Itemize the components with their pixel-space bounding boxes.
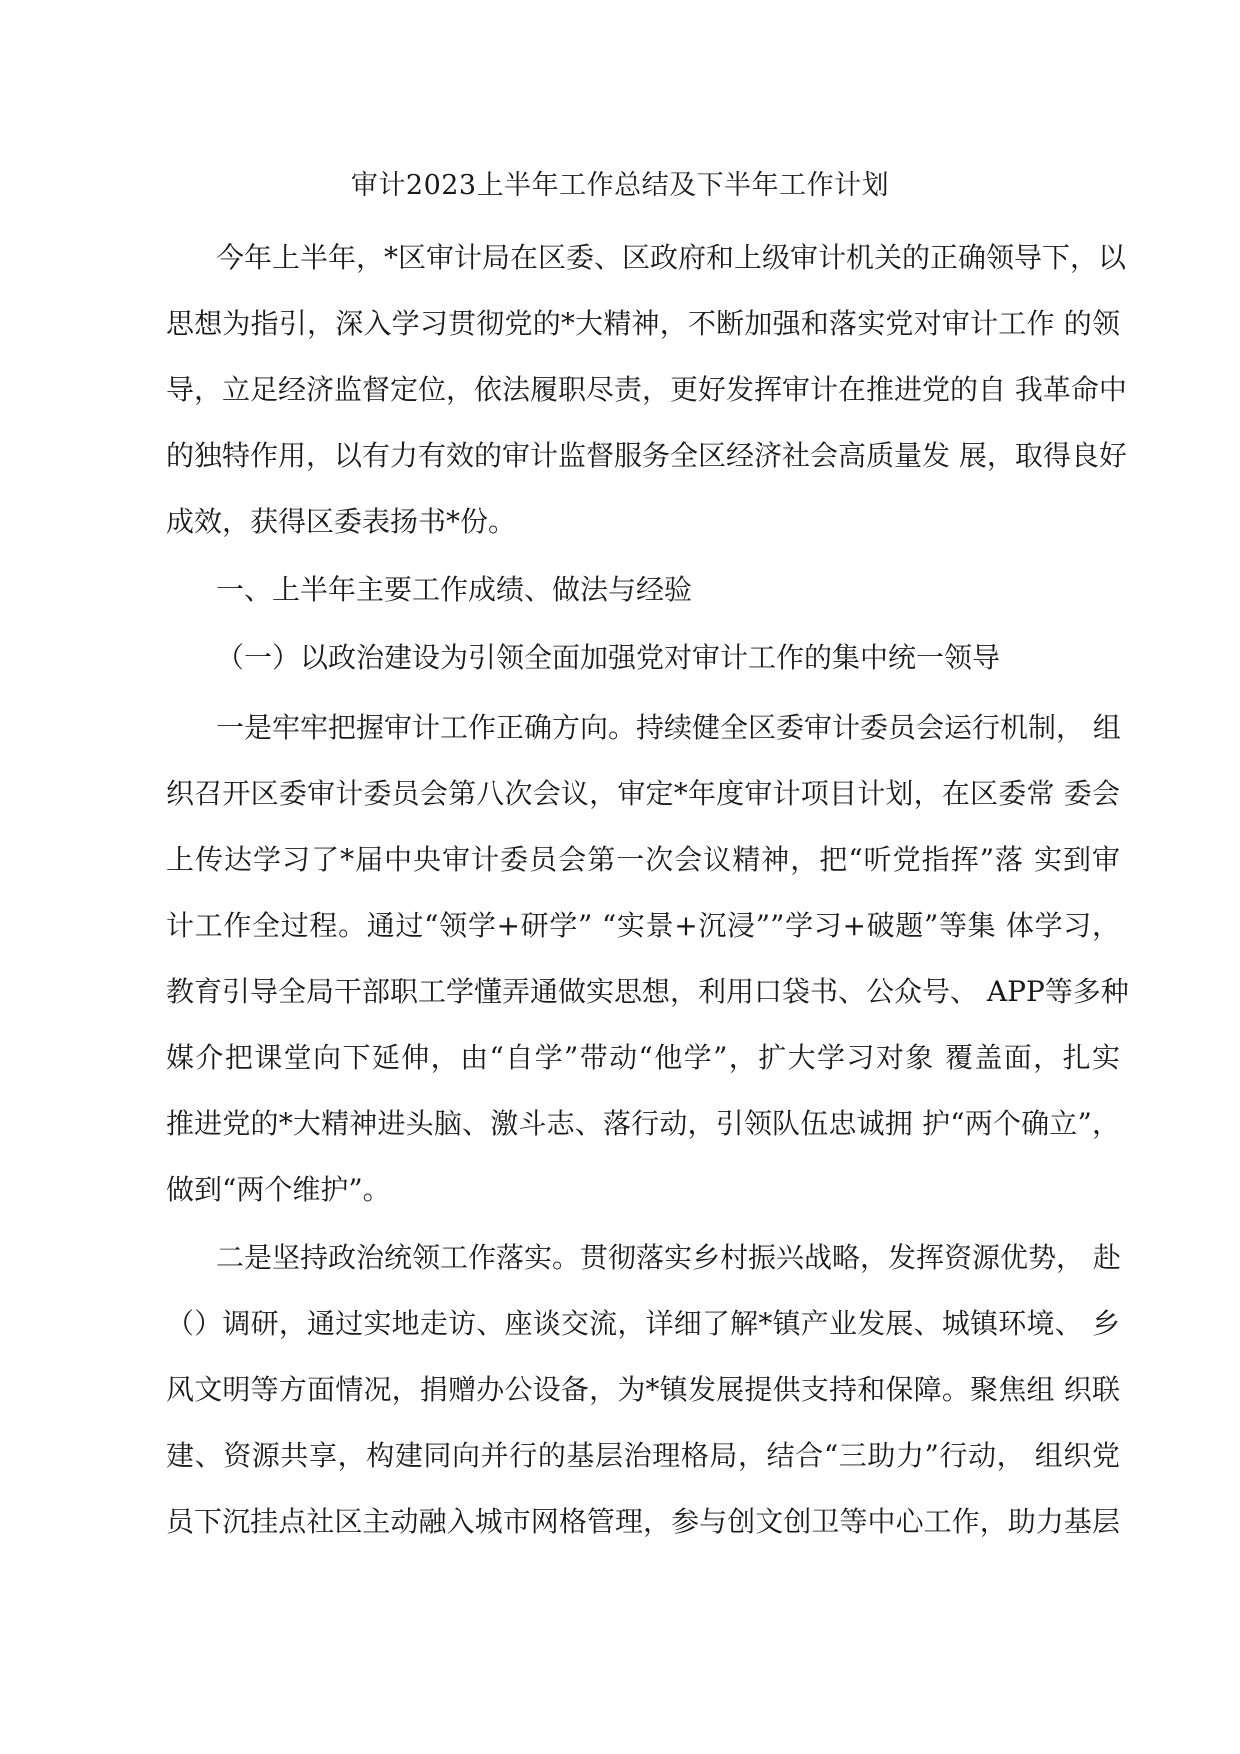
paragraph-line: 教育引导全局干部职工学懂弄通做实思想，利用口袋书、公众号、 APP等多种 <box>166 975 1129 1008</box>
paragraph-line: （）调研，通过实地走访、座谈交流，详细了解*镇产业发展、城镇环境、 乡 <box>166 1307 1120 1340</box>
section-heading: 一、上半年主要工作成绩、做法与经验 <box>216 573 693 606</box>
paragraph-line: 成效，获得区委表扬书*份。 <box>166 505 517 538</box>
paragraph-line: 计工作全过程。通过“领学+研学” “实景+沉浸””学习+破题”等集 体学习， <box>166 909 1120 942</box>
paragraph-line: 一是牢牢把握审计工作正确方向。持续健全区委审计委员会运行机制， 组 <box>216 711 1121 744</box>
paragraph-line: 织召开区委审计委员会第八次会议，审定*年度审计项目计划，在区委常 委会 <box>166 777 1120 810</box>
paragraph-line: 媒介把课堂向下延伸，由“自学”带动“他学”，扩大学习对象 覆盖面，扎实 <box>166 1041 1120 1074</box>
paragraph-line: 思想为指引，深入学习贯彻党的*大精神，不断加强和落实党对审计工作 的领 <box>166 307 1120 340</box>
paragraph-line: 导，立足经济监督定位，依法履职尽责，更好发挥审计在推进党的自 我革命中 <box>166 373 1127 406</box>
document-title: 审计2023上半年工作总结及下半年工作计划 <box>350 170 890 201</box>
paragraph-line: 今年上半年，*区审计局在区委、区政府和上级审计机关的正确领导下，以 <box>216 241 1127 274</box>
paragraph-line: 员下沉挂点社区主动融入城市网格管理，参与创文创卫等中心工作，助力基层 <box>166 1505 1120 1538</box>
paragraph-line: 的独特作用，以有力有效的审计监督服务全区经济社会高质量发 展，取得良好 <box>166 439 1127 472</box>
paragraph-line: 建、资源共享，构建同向并行的基层治理格局，结合“三助力”行动， 组织党 <box>166 1439 1120 1472</box>
paragraph-line: 做到“两个维护”。 <box>166 1173 391 1206</box>
paragraph-line: 上传达学习了*届中央审计委员会第一次会议精神，把“听党指挥”落 实到审 <box>166 843 1120 876</box>
subsection-heading: （一）以政治建设为引领全面加强党对审计工作的集中统一领导 <box>216 641 1001 674</box>
paragraph-line: 推进党的*大精神进头脑、激斗志、落行动，引领队伍忠诚拥 护“两个确立”， <box>166 1107 1120 1140</box>
paragraph-line: 风文明等方面情况，捐赠办公设备，为*镇发展提供支持和保障。聚焦组 织联 <box>166 1373 1120 1406</box>
paragraph-line: 二是坚持政治统领工作落实。贯彻落实乡村振兴战略，发挥资源优势， 赴 <box>216 1241 1121 1274</box>
